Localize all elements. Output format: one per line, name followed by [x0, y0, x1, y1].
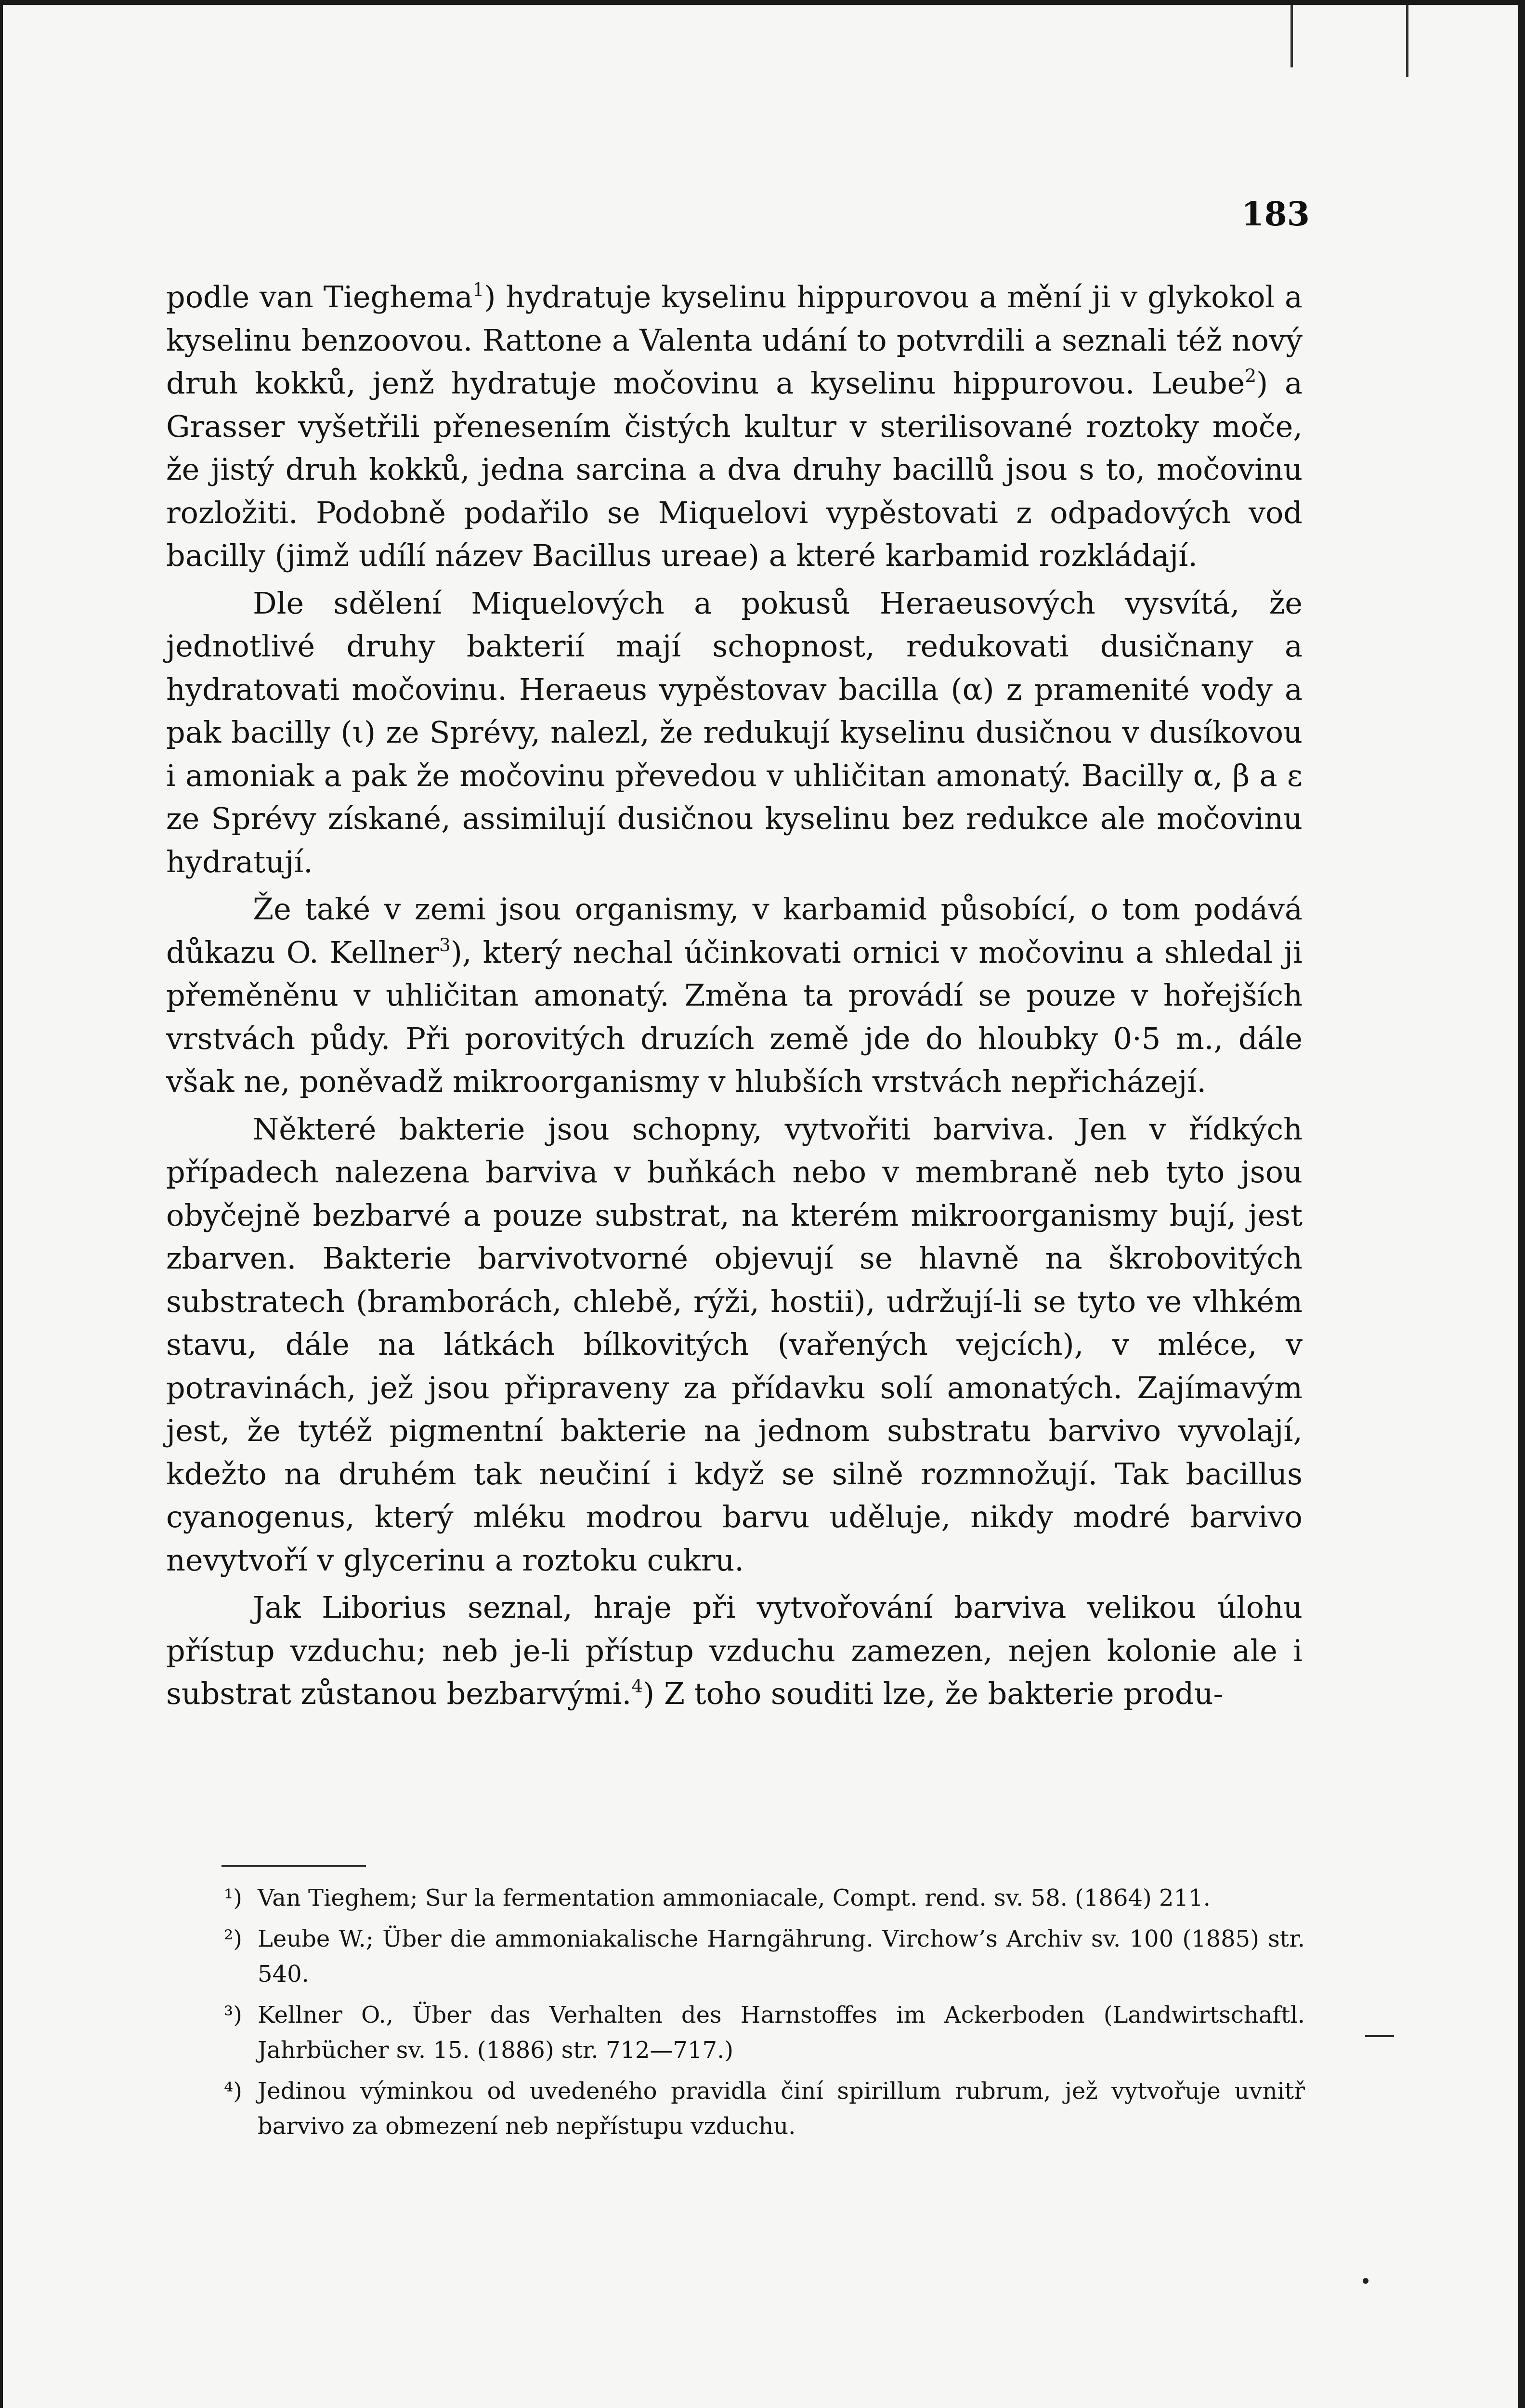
paragraph — [166, 275, 1303, 577]
paragraph-text: ) a Grasser vyšetřili přenesením čistých kultur v sterilisované roztoky moče, že jistý druh kokků, jedna sarcina a dva druhy bacillů jsou s to, močovinu rozložiti. Podobně podařilo se Miquelovi vypěstovati z odpadových vod bacilly (jimž udílí název Bacillus ureae) a které karbamid rozkládají. — [166, 366, 1303, 573]
footnote-text: Leube W.; Über die ammoniakalische Harngährung. Virchow’s Archiv sv. 100 (1885) str. 540. — [258, 1925, 1305, 1988]
scan-artifact-line — [1406, 5, 1408, 77]
paragraph-text: Jak Liborius seznal, hraje při vytvořování barviva velikou úlohu přístup vzduchu; neb je-li přístup vzduchu zamezen, nejen kolonie ale i substrat zůstanou bezbarvými. — [166, 1590, 1303, 1711]
footnote-reference: 1 — [472, 278, 484, 300]
footnote-text: Van Tieghem; Sur la fermentation ammoniacale, Compt. rend. sv. 58. (1864) 211. — [258, 1885, 1211, 1911]
paragraph — [166, 1108, 1303, 1582]
paragraph-text: ) Z toho souditi lze, že bakterie produ- — [642, 1676, 1224, 1711]
footnote-reference: 2 — [1245, 365, 1257, 386]
footnote-mark: ⁴) — [224, 2078, 242, 2105]
paragraph-text: podle van Tieghema — [166, 279, 473, 314]
footnote-text: Kellner O., Über das Verhalten des Harnstoffes im Ackerboden (Landwirtschaftl. Jahrbücher sv. 15. (1886) str. 712—717.) — [258, 2002, 1305, 2064]
footnote-reference: 3 — [439, 934, 451, 955]
scan-edge-right — [1518, 0, 1525, 2408]
paragraph-text: ) hydratuje kyselinu hippurovou a mění ji v glykokol a kyselinu benzoovou. Rattone a Valenta udání to potvrdili a seznali též nový druh kokků, jenž hydratuje močovinu a kyselinu hippurovou. Leube — [166, 279, 1303, 401]
footnote — [224, 2074, 1305, 2144]
footnote-reference: 4 — [631, 1675, 643, 1697]
paragraph — [166, 888, 1303, 1103]
footnote-text: Jedinou výminkou od uvedeného pravidla činí spirillum rubrum, jež vytvořuje uvnitř barvivo za obmezení neb nepřístupu vzduchu. — [258, 2078, 1305, 2140]
paragraph-text: Některé bakterie jsou schopny, vytvořiti barviva. Jen v řídkých případech nalezena barviva v buňkách nebo v membraně neb tyto jsou obyčejně bezbarvé a pouze substrat, na kterém mikroorganismy bují, jest zbarven. Bakterie barvivotvorné objevují se hlavně na škrobovitých substratech (bramborách, chlebě, rýži, hostii), udržují-li se tyto ve vlhkém stavu, dále na látkách bílkovitých (vařených vejcích), v mléce, v potravinách, jež jsou připraveny za přídavku solí amonatých. Zajímavým jest, že tytéž pigmentní bakterie na jednom substratu barvivo vyvolají, kdežto na druhém tak neučiní i když se silně rozmnožují. Tak bacillus cyanogenus, který mléku modrou barvu uděluje, nikdy modré barvivo nevytvoří v glycerinu a roztoku cukru. — [166, 1111, 1303, 1578]
page-number: 183 — [1241, 195, 1310, 234]
footnote-mark: ¹) — [224, 1885, 242, 1911]
scan-artifact-line — [1290, 5, 1293, 67]
footnote-mark: ³) — [224, 2002, 242, 2028]
scan-edge-top — [0, 0, 1525, 5]
paragraph-text: ), který nechal účinkovati ornici v močovinu a shledal ji přeměněnu v uhličitan amonatý. Změna ta provádí se pouze v hořejších vrstvách půdy. Při porovitých druzích země jde do hloubky 0·5 m., dále však ne, poněvadž mikroorganismy v hlubších vrstvách nepřicházejí. — [166, 934, 1303, 1099]
body-text — [166, 275, 1303, 1715]
paragraph-text: Že také v zemi jsou organismy, v karbamid působící, o tom podává důkazu O. Kellner — [166, 891, 1303, 970]
paragraph-text: Dle sdělení Miquelových a pokusů Heraeusových vysvítá, že jednotlivé druhy bakterií mají schopnost, redukovati dusičnany a hydratovati močovinu. Heraeus vypěstovav bacilla (α) z pramenité vody a pak bacilly (ι) ze Sprévy, nalezl, že redukují kyselinu dusičnou v dusíkovou i amoniak a pak že močovinu převedou v uhličitan amonatý. Bacilly α, β a ε ze Sprévy získané, assimilují dusičnou kyselinu bez redukce ale močovinu hydratují. — [166, 585, 1303, 879]
paragraph — [166, 1586, 1303, 1715]
footnote — [224, 1922, 1305, 1992]
footnote — [224, 1881, 1305, 1916]
scan-artifact-dash — [1365, 2035, 1394, 2037]
footnote — [224, 1998, 1305, 2068]
paragraph — [166, 582, 1303, 884]
scan-artifact-dot — [1363, 2278, 1369, 2284]
footnote-divider — [222, 1865, 366, 1867]
footnotes — [224, 1881, 1305, 2150]
footnote-mark: ²) — [224, 1925, 242, 1952]
scan-edge-left — [0, 0, 3, 2408]
